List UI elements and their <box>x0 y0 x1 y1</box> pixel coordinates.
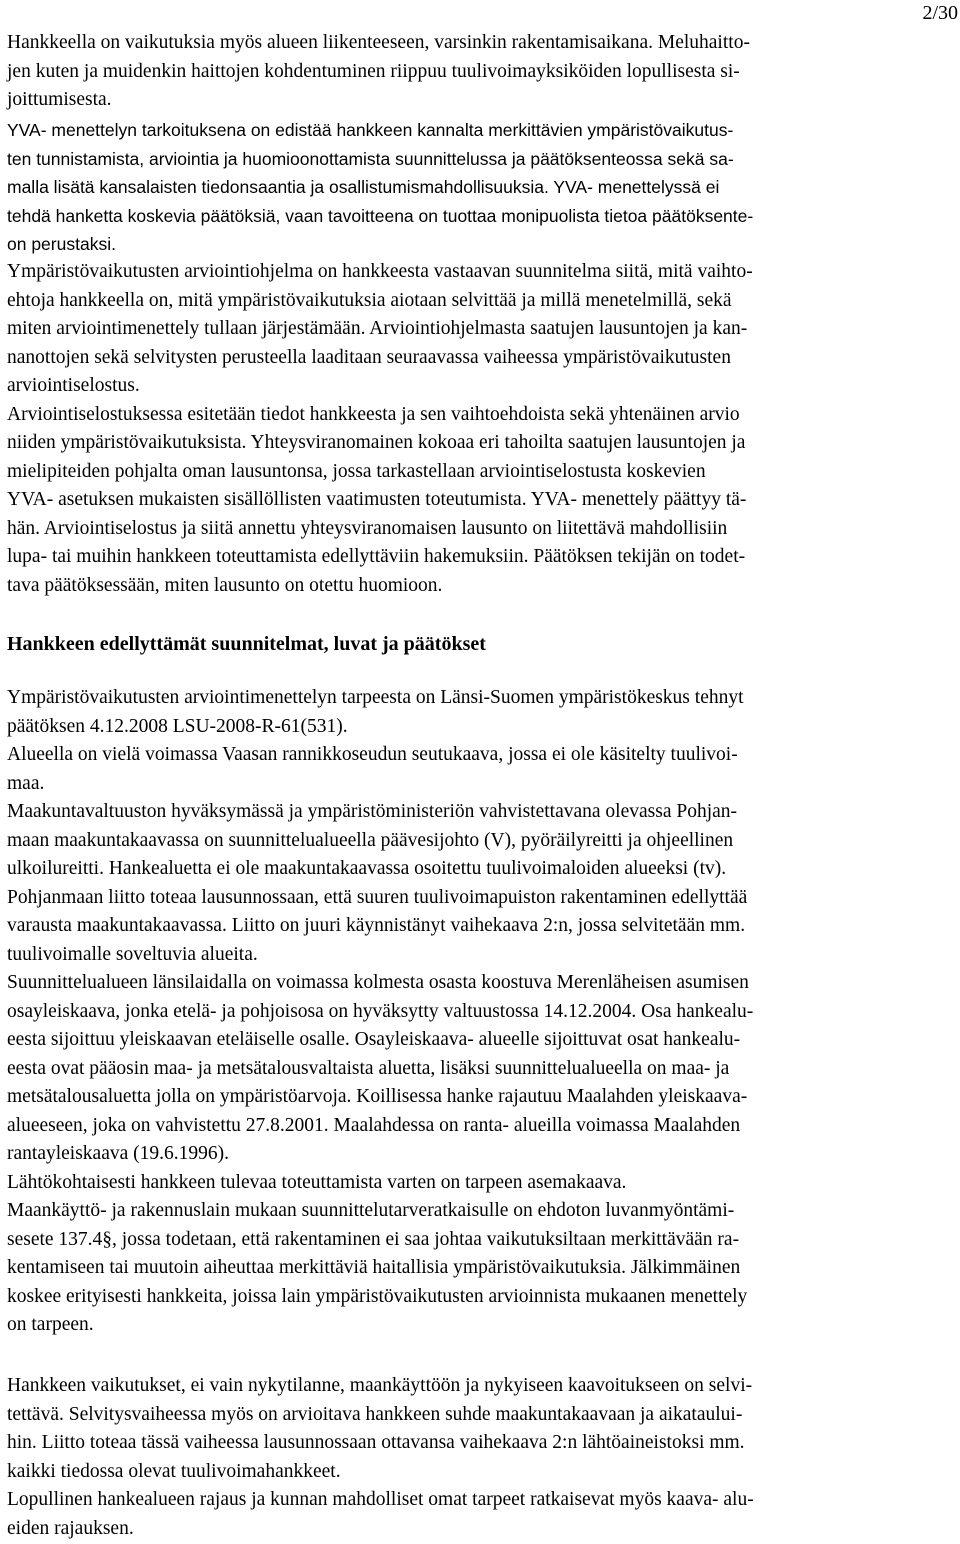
text-line: maan maakuntakaavassa on suunnittelualueella päävesijohto (V), pyöräilyreitti ja ohjeellinen <box>7 829 734 851</box>
text-line: maa. <box>7 772 45 794</box>
text-line: tehdä hanketta koskevia päätöksiä, vaan tavoitteena on tuottaa monipuolista tietoa päätöksente- <box>7 205 754 226</box>
text-line: mielipiteiden pohjalta oman lausuntonsa, jossa tarkastellaan arviointiselostusta koskevien <box>7 460 706 482</box>
text-line: ten tunnistamista, arviointia ja huomioonottamista suunnittelussa ja päätöksenteossa sekä sa- <box>7 148 734 169</box>
text-line: ehtoja hankkeella on, mitä ympäristövaikutuksia aiotaan selvittää ja millä menetelmillä, sekä <box>7 289 732 311</box>
text-line: tuulivoimalle soveltuvia alueita. <box>7 943 258 965</box>
text-line: YVA- asetuksen mukaisten sisällöllisten vaatimusten toteutumista. YVA- menettely päättyy tä- <box>7 489 747 510</box>
text-line: tettävä. Selvitysvaiheessa myös on arvioitava hankkeen suhde maakuntakaavaan ja aikataului- <box>7 1403 743 1425</box>
text-line: on tarpeen. <box>7 1314 94 1335</box>
text-line: YVA- menettelyn tarkoituksena on edistää hankkeen kannalta merkittävien ympäristövaikutus- <box>7 120 734 140</box>
text-line: osayleiskaava, jonka etelä- ja pohjoisosa on hyväksytty valtuustossa 14.12.2004. Osa hankealu- <box>7 1000 754 1022</box>
text-line: eiden rajauksen. <box>7 1517 134 1539</box>
text-line: sesete 137.4§, jossa todetaan, että rakentaminen ei saa johtaa vaikutuksiltaan merkittävään ra- <box>7 1228 740 1250</box>
text-line: niiden ympäristövaikutuksista. Yhteysviranomainen kokoaa eri tahoilta saatujen lausuntojen ja <box>7 432 746 453</box>
paragraph-plans-permits <box>7 684 753 1340</box>
text-line: Maakuntavaltuuston hyväksymässä ja ympäristöministeriön vahvistettavana olevassa Pohjan- <box>7 801 738 822</box>
text-line: Arviointiselostuksessa esitetään tiedot hankkeesta ja sen vaihtoehdoista sekä yhtenäinen arvio <box>7 403 740 425</box>
text-line: arviointiselostus. <box>7 375 140 396</box>
paragraph-traffic-impacts <box>7 29 750 115</box>
text-line: Ympäristövaikutusten arviointiohjelma on hankkeesta vastaavan suunnitelma siitä, mitä vaihto- <box>7 261 753 282</box>
text-line: hin. Liitto toteaa tässä vaiheessa lausunnossaan ottavansa vaihekaava 2:n lähtöaineistoksi mm. <box>7 1432 745 1453</box>
page-number: 2/30 <box>922 2 958 24</box>
section-heading: Hankkeen edellyttämät suunnitelmat, luvat ja päätökset <box>7 633 486 655</box>
text-line: kaikki tiedossa olevat tuulivoimahankkeet. <box>7 1460 341 1482</box>
text-line: ulkoilureitti. Hankealuetta ei ole maakuntakaavassa osoitettu tuulivoimaloiden alueeksi (tv). <box>7 858 727 879</box>
text-line: Pohjanmaan liitto toteaa lausunnossaan, että suuren tuulivoimapuiston rakentaminen edellyttää <box>7 886 748 908</box>
text-line: päätöksen 4.12.2008 LSU-2008-R-61(531). <box>7 715 348 737</box>
text-line: nanottojen sekä selvitysten perusteella laaditaan seuraavassa vaiheessa ympäristövaikutusten <box>7 346 731 368</box>
text-line: Alueella on vielä voimassa Vaasan rannikkoseudun seutukaava, jossa ei ole käsitelty tuulivoi- <box>7 744 738 765</box>
text-line: kentamiseen tai muutoin aiheuttaa merkittäviä haitallisia ympäristövaikutuksia. Jälkimmäinen <box>7 1257 741 1278</box>
text-line: eesta ovat pääosin maa- ja metsätalousvaltaista aluetta, lisäksi suunnittelualueella on maa- ja <box>7 1057 730 1079</box>
text-line: alueeseen, joka on vahvistettu 27.8.2001. Maalahdessa on ranta- alueilla voimassa Maalahden <box>7 1114 741 1136</box>
text-line: koskee erityisesti hankkeita, joissa lain ympäristövaikutusten arvioinnista mukaanen menettely <box>7 1285 748 1307</box>
text-line: miten arviointimenettely tullaan järjestämään. Arviointiohjelmasta saatujen lausuntojen ja kan- <box>7 318 748 339</box>
text-line: tava päätöksessään, miten lausunto on otettu huomioon. <box>7 574 443 596</box>
text-line: on perustaksi. <box>7 234 116 255</box>
text-line: lupa- tai muihin hankkeen toteuttamista edellyttäviin hakemuksiin. Päätöksen tekijän on todet- <box>7 546 746 567</box>
text-line: Hankkeen vaikutukset, ei vain nykytilanne, maankäyttöön ja nykyiseen kaavoitukseen on selvi- <box>7 1375 753 1396</box>
text-line: Lähtökohtaisesti hankkeen tulevaa toteuttamista varten on tarpeen asemakaava. <box>7 1171 627 1193</box>
paragraph-yva-purpose <box>7 116 753 259</box>
paragraph-impact-assessment <box>7 1372 754 1543</box>
text-line: varausta maakuntakaavassa. Liitto on juuri käynnistänyt vaihekaava 2:n, jossa selvitetään mm. <box>7 915 746 936</box>
text-line: eesta sijoittuu yleiskaavan eteläiselle osalle. Osayleiskaava- alueelle sijoittuvat osat hankealu- <box>7 1029 741 1050</box>
text-line: Hankkeella on vaikutuksia myös alueen liikenteeseen, varsinkin rakentamisaikana. Meluhaitto- <box>7 32 750 53</box>
text-line: Ympäristövaikutusten arviointimenettelyn tarpeesta on Länsi-Suomen ympäristökeskus tehnyt <box>7 687 744 708</box>
text-line: metsätalousaluetta jolla on ympäristöarvoja. Koillisessa hanke rajautuu Maalahden yleiskaava- <box>7 1086 748 1107</box>
text-line: hän. Arviointiselostus ja siitä annettu yhteysviranomaisen lausunto on liitettävä mahdollisiin <box>7 517 728 539</box>
text-line: joittumisesta. <box>7 89 112 110</box>
paragraph-assessment-program <box>7 258 753 600</box>
text-line: Suunnittelualueen länsilaidalla on voimassa kolmesta osasta koostuva Merenläheisen asumisen <box>7 972 749 993</box>
text-line: malla lisätä kansalaisten tiedonsaantia ja osallistumismahdollisuuksia. YVA- menettelyssä ei <box>7 177 720 198</box>
text-line: jen kuten ja muidenkin haittojen kohdentuminen riippuu tuulivoimayksiköiden lopullisesta si- <box>7 60 740 82</box>
text-line: Lopullinen hankealueen rajaus ja kunnan mahdolliset omat tarpeet ratkaisevat myös kaava- alu- <box>7 1489 754 1510</box>
text-line: Maankäyttö- ja rakennuslain mukaan suunnittelutarveratkaisulle on ehdoton luvanmyöntämi- <box>7 1200 735 1221</box>
text-line: rantayleiskaava (19.6.1996). <box>7 1143 230 1164</box>
